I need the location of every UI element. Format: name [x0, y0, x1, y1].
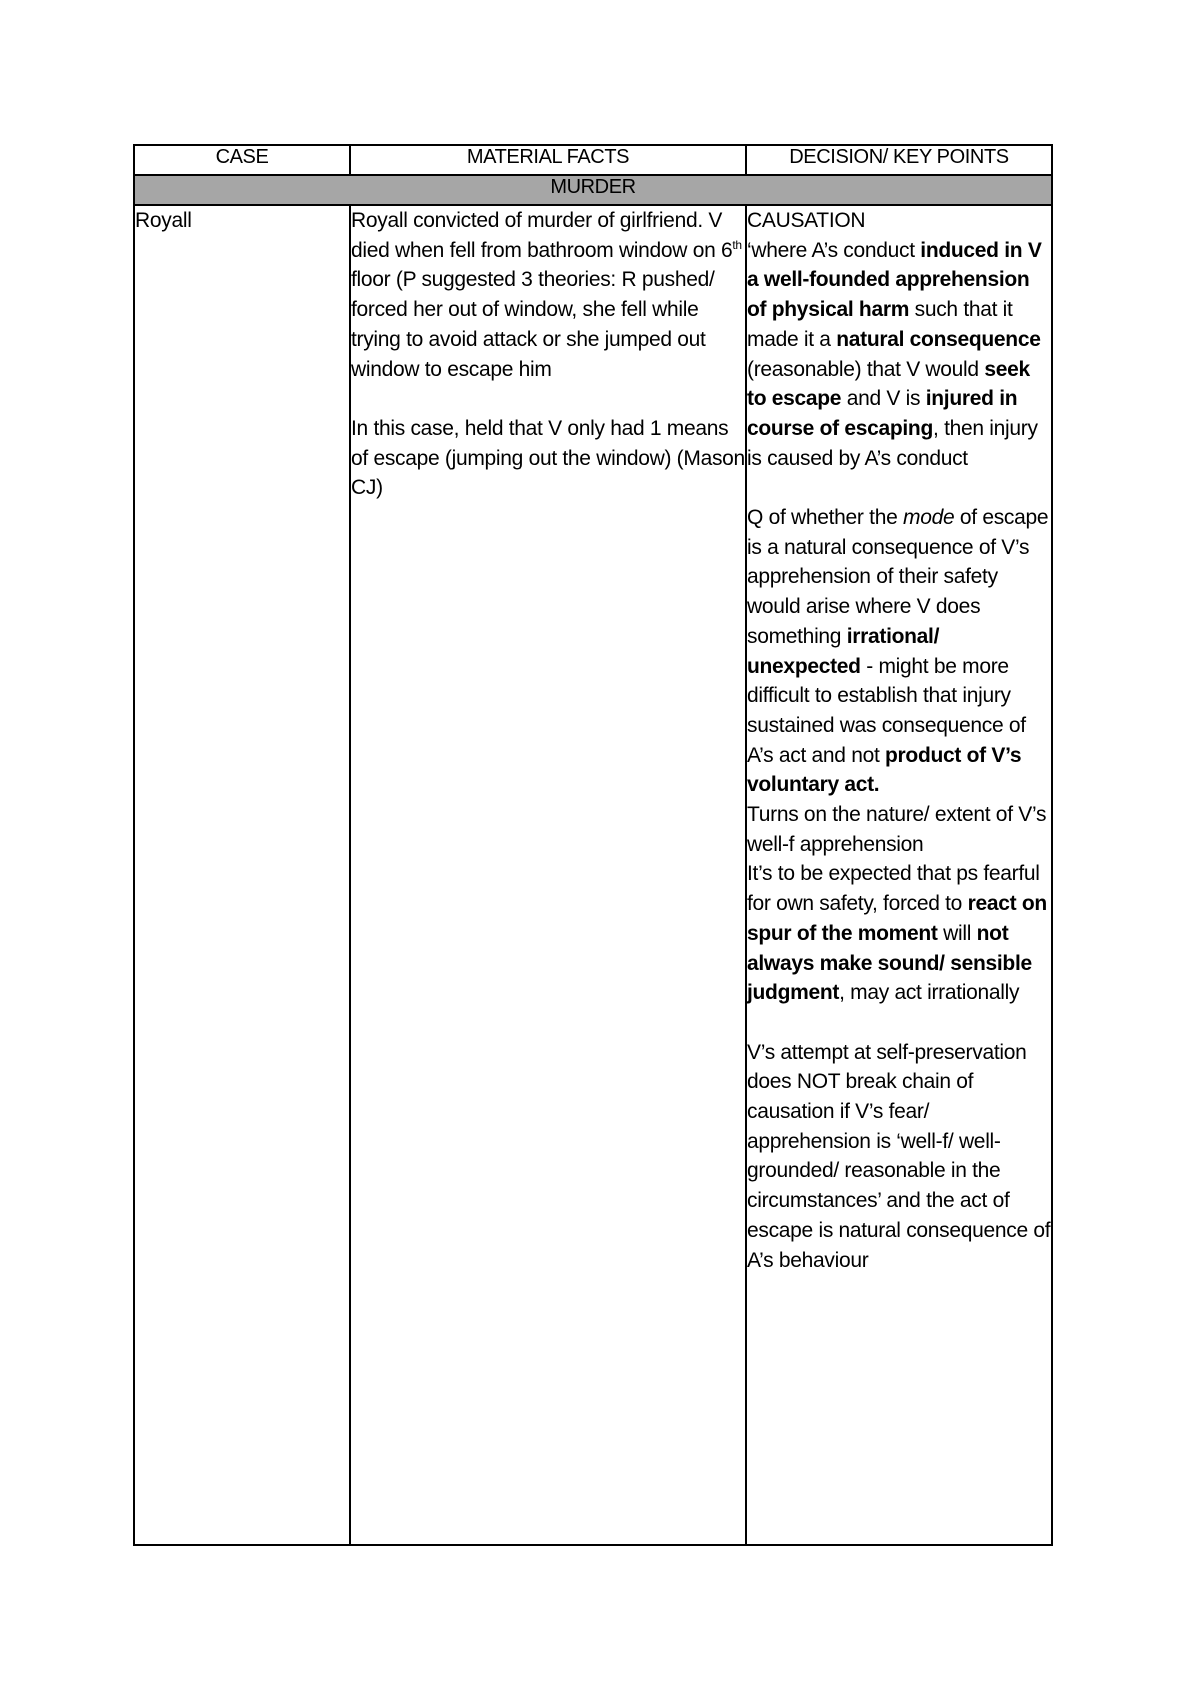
decision-text: ‘where A’s conduct	[747, 238, 921, 262]
section-title: MURDER	[134, 175, 1052, 205]
header-case: CASE	[134, 145, 350, 175]
decision-text: , then injury is caused by A’s conduct	[747, 416, 1038, 470]
decision-paragraph-2	[747, 503, 1051, 800]
decision-bold-text: irrational/ unexpected	[747, 624, 940, 678]
decision-text: It’s to be expected that ps fearful for own safety, forced to	[747, 862, 1040, 916]
decision-bold-text: seek to escape	[747, 357, 1030, 411]
section-row	[134, 175, 1052, 205]
decision-text: Q of whether the	[747, 506, 903, 530]
facts-superscript: th	[732, 237, 742, 252]
decision-bold-text: natural consequence	[836, 327, 1041, 351]
decision-bold-text: injured in course of escaping	[747, 387, 1018, 440]
decision-paragraph-3: Turns on the nature/ extent of V’s well-f apprehension	[747, 803, 1047, 856]
decision-text: and V is	[841, 387, 926, 411]
decision-text: of escape is a natural consequence of V’s apprehension of their safety would arise where V does something	[747, 506, 1049, 648]
facts-text: floor (P suggested 3 theories: R pushed/ forced her out of window, she fell while trying to avoid attack or she jumped out window to escape him	[351, 268, 715, 381]
facts-text: Royall convicted of murder of girlfriend. V died when fell from bathroom window on 6	[351, 209, 733, 262]
decision-paragraph-4	[747, 859, 1051, 1008]
decision-bold-text: not always make sound/ sensible judgment	[747, 921, 1032, 1005]
decision-text: (reasonable) that V would	[747, 357, 985, 381]
facts-paragraph-1	[351, 206, 745, 384]
decision-bold-text: react on spur of the moment	[747, 892, 1047, 945]
decision-text: will	[937, 921, 977, 945]
decision-text: , may act irrationally	[839, 981, 1020, 1005]
case-name: Royall	[135, 209, 192, 232]
decision-paragraph-5: V’s attempt at self-preservation does NOT break chain of causation if V’s fear/ apprehension is ‘well-f/ well-grounded/ reasonable in the circumstances’ and the act of escape is natural consequence of A’s behaviour	[747, 1040, 1051, 1272]
table-row	[134, 205, 1052, 1545]
decision-bold-text: product of V’s voluntary act.	[747, 743, 1022, 797]
case-notes-table	[133, 144, 1053, 1546]
decision-text: such that it made it a	[747, 298, 1013, 351]
decision-paragraph-1	[747, 236, 1051, 474]
decision-bold-text: induced in V a well-founded apprehension of physical harm	[747, 238, 1042, 322]
decision-italic-text: mode	[903, 506, 955, 530]
case-name-cell	[134, 205, 350, 1545]
decision-cell	[746, 205, 1052, 1545]
facts-paragraph-2: In this case, held that V only had 1 means of escape (jumping out the window) (Mason CJ)	[351, 416, 745, 500]
header-row	[134, 145, 1052, 175]
decision-text: - might be more difficult to establish that injury sustained was consequence of A’s act and not	[747, 654, 1026, 767]
header-decision-key-points: DECISION/ KEY POINTS	[746, 145, 1052, 175]
material-facts-cell	[350, 205, 746, 1545]
decision-heading: CAUSATION	[747, 209, 866, 232]
header-material-facts: MATERIAL FACTS	[350, 145, 746, 175]
